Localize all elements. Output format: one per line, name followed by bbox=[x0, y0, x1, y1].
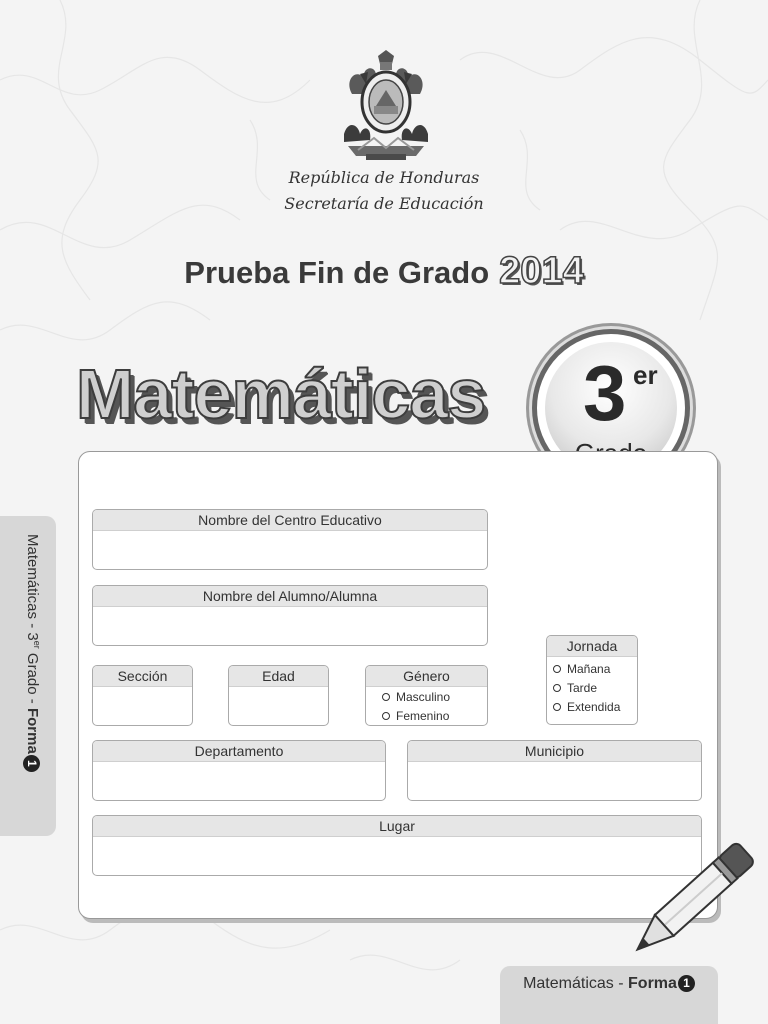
place-label: Lugar bbox=[93, 816, 701, 837]
department-field[interactable] bbox=[92, 740, 386, 801]
side-tab-grade-number: 3 bbox=[24, 632, 41, 641]
side-tab-form-word: Forma bbox=[24, 707, 41, 754]
country-name: República de Honduras bbox=[288, 168, 480, 187]
shift-field bbox=[546, 635, 638, 725]
gender-field bbox=[365, 665, 488, 726]
shift-option-extended[interactable] bbox=[553, 698, 637, 717]
student-name-label: Nombre del Alumno/Alumna bbox=[93, 586, 487, 607]
gender-option-male-label: Masculino bbox=[396, 690, 451, 704]
side-tab-grade-word: Grado bbox=[24, 652, 41, 695]
ministry-name: Secretaría de Educación bbox=[284, 194, 484, 213]
age-field[interactable] bbox=[228, 665, 329, 726]
radio-icon bbox=[553, 684, 561, 692]
exam-title bbox=[0, 250, 768, 293]
subject-title: Matemáticas bbox=[76, 355, 486, 433]
gender-label: Género bbox=[366, 666, 487, 687]
municipality-label: Municipio bbox=[408, 741, 701, 762]
exam-title-text: Prueba Fin de Grado bbox=[184, 255, 490, 290]
place-field[interactable] bbox=[92, 815, 702, 876]
pencil-icon bbox=[618, 834, 758, 974]
side-tab-subject: Matemáticas bbox=[24, 534, 41, 620]
side-tab-form-number: 1 bbox=[23, 755, 40, 772]
side-tab-grade-suffix: er bbox=[32, 640, 42, 649]
shift-label: Jornada bbox=[547, 636, 637, 657]
radio-icon bbox=[382, 693, 390, 701]
footer-tab-separator: - bbox=[618, 975, 624, 992]
footer-tab bbox=[500, 966, 718, 1024]
shift-option-morning-label: Mañana bbox=[567, 662, 611, 676]
section-field[interactable] bbox=[92, 665, 193, 726]
radio-icon bbox=[553, 665, 561, 673]
school-name-label: Nombre del Centro Educativo bbox=[93, 510, 487, 531]
exam-year: 2014 bbox=[499, 250, 584, 292]
department-label: Departamento bbox=[93, 741, 385, 762]
grade-badge-number: 3 bbox=[583, 349, 627, 437]
gender-option-male[interactable] bbox=[382, 688, 487, 707]
shift-option-afternoon-label: Tarde bbox=[567, 681, 598, 695]
footer-tab-form-word: Forma bbox=[628, 975, 677, 992]
footer-tab-subject: Matemáticas bbox=[523, 975, 614, 992]
school-name-field[interactable] bbox=[92, 509, 488, 570]
student-name-field[interactable] bbox=[92, 585, 488, 646]
shift-option-afternoon[interactable] bbox=[553, 679, 637, 698]
municipality-field[interactable] bbox=[407, 740, 702, 801]
honduras-coat-of-arms-icon bbox=[338, 50, 434, 164]
footer-tab-form-number: 1 bbox=[678, 975, 695, 992]
section-label: Sección bbox=[93, 666, 192, 687]
radio-icon bbox=[553, 703, 561, 711]
gender-option-female[interactable] bbox=[382, 707, 487, 726]
grade-badge-suffix: er bbox=[633, 360, 658, 390]
age-label: Edad bbox=[229, 666, 328, 687]
radio-icon bbox=[382, 712, 390, 720]
side-tab-text bbox=[14, 534, 42, 834]
shift-option-extended-label: Extendida bbox=[567, 700, 621, 714]
side-tab-separator-2: - bbox=[24, 698, 41, 704]
gender-option-female-label: Femenino bbox=[396, 709, 450, 723]
shift-option-morning[interactable] bbox=[553, 660, 637, 679]
side-tab-separator: - bbox=[24, 623, 41, 629]
